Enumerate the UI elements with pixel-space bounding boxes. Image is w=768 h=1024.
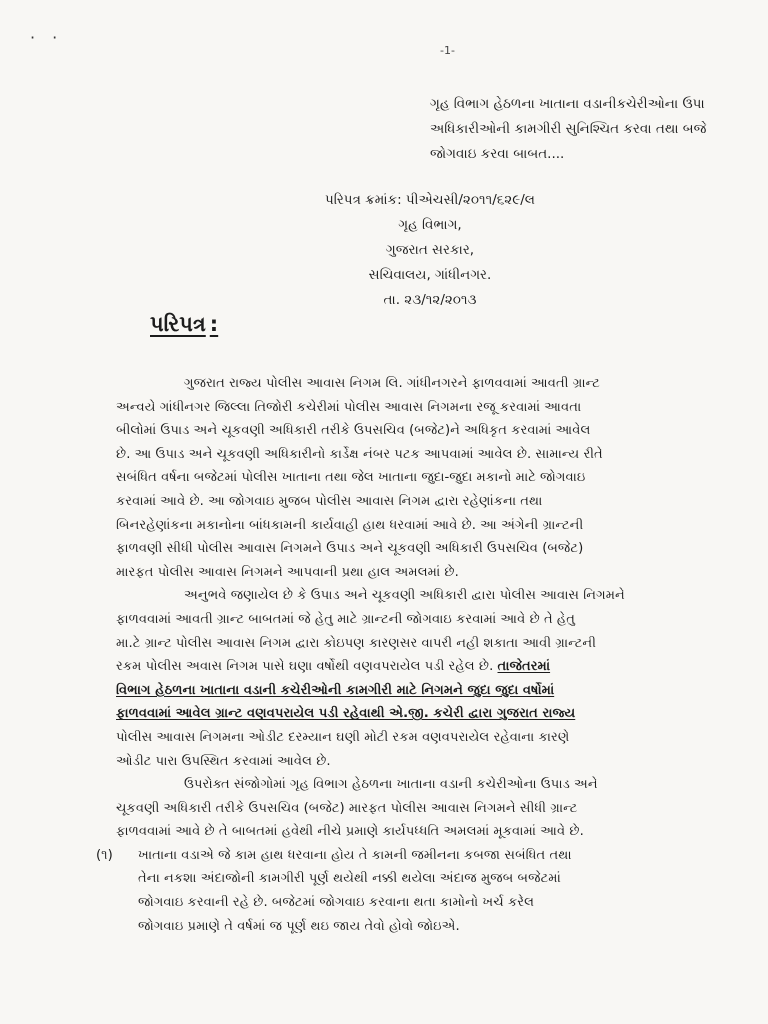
- paragraph-1-line: છે. આ ઉપાડ અને ચૂકવણી અધિકારીનો કાર્ડેક્ષ નંબર પટક આપવામાં આવેલ છે. સામાન્ય રીતે: [116, 446, 603, 462]
- scan-specks: · ·: [30, 28, 64, 47]
- list-item-line: તેના નકશા અંદાજોની કામગીરી પૂર્ણ થયેથી નક્કી થયેલા અંદાજ મુજબ બજેટમાં: [138, 871, 561, 887]
- list-item-number: (૧): [96, 847, 113, 863]
- circular-meta-block: [240, 188, 620, 313]
- paragraph-2-line: ઓડીટ પારા ઉપસ્થિત કરવામાં આવેલ છે.: [116, 753, 331, 769]
- list-item-line: જોગવાઇ પ્રમાણે તે વર્ષમાં જ પૂર્ણ થઇ જાય તેવો હોવો જોઇએ.: [138, 918, 460, 934]
- paragraph-3-line: ચૂકવણી અધિકારી તરીકે ઉપસચિવ (બજેટ) મારફત પોલીસ આવાસ નિગમને સીધી ગ્રાન્ટ: [116, 800, 578, 816]
- underlined-line: ફાળવવામાં આવેલ ગ્રાન્ટ વણવપરાયેલ પડી રહેવાથી એ.જી. કચેરી દ્વારા ગુજરાત રાજ્ય: [116, 706, 576, 722]
- subject-line: અધિકારીઓની કામગીરી સુનિશ્ચિત કરવા તથા બજે: [430, 121, 707, 137]
- list-item-line: જોગવાઇ કરવાની રહે છે. બજેટમાં જોગવાઇ કરવાના થતા કામોનો ખર્ચ કરેલ: [138, 895, 535, 911]
- underlined-line: વિભાગ હેઠળના ખાતાના વડાની કચેરીઓની કામગીરી માટે નિગમને જુદા જુદા વર્ષોમાં: [116, 682, 555, 698]
- paragraph-1-line: બિનરહેણાંકના મકાનોના બાંધકામની કાર્યવાહી હાથ ધરવામાં આવે છે. આ અંગેની ગ્રાન્ટની: [116, 517, 584, 533]
- paragraph-1-line: સબંધિત વર્ષના બજેટમાં પોલીસ ખાતાના તથા જેલ ખાતાના જુદા-જુદા મકાનો માટે જોગવાઇ: [116, 470, 586, 486]
- circular-heading: [150, 312, 218, 337]
- paragraph-2-text: રકમ પોલીસ અવાસ નિગમ પાસે ઘણા વર્ષોથી વણવપરાયેલ પડી રહેલ છે.: [116, 659, 494, 675]
- paragraph-1-line: અન્વયે ગાંધીનગર જિલ્લા તિજોરી કચેરીમાં પોલીસ આવાસ નિગમના રજૂ કરવામાં આવતા: [116, 399, 582, 415]
- underlined-text: તાજેતરમાં: [497, 659, 551, 675]
- office-address: સચિવાલય, ગાંધીનગર.: [368, 267, 492, 283]
- government: ગુજરાત સરકાર,: [385, 242, 475, 258]
- paragraph-2-line: પોલીસ આવાસ નિગમના ઓડીટ દરમ્યાન ઘણી મોટી રકમ વણવપરાયેલ રહેવાના કારણે: [116, 729, 570, 745]
- subject-block: [430, 92, 766, 167]
- paragraph-2-line: ફાળવવામાં આવતી ગ્રાન્ટ બાબતમાં જે હેતુ માટે ગ્રાન્ટની જોગવાઇ કરવામાં આવે છે તે હેતુ: [116, 611, 576, 627]
- paragraph-1-line: મારફત પોલીસ આવાસ નિગમને આપવાની પ્રથા હાલ અમલમાં છે.: [116, 564, 459, 580]
- list-item: [96, 844, 676, 938]
- list-item-line: ખાતાના વડાએ જે કામ હાથ ધરવાના હોય તે કામની જમીનના કબજા સબંધિત તથા: [138, 847, 572, 863]
- circular-date: તા. ૨૩/૧૨/૨૦૧૩: [383, 292, 477, 308]
- circular-number: પરિપત્ર ક્રમાંક: પીએચસી/૨૦૧૧/૬૨૯/લ: [325, 192, 535, 208]
- subject-line: ગૃહ વિભાગ હેઠળના ખાતાના વડાનીકચેરીઓના ઉપા: [430, 96, 705, 112]
- department: ગૃહ વિભાગ,: [398, 217, 462, 233]
- paragraph-2-line: મા.ટે ગ્રાન્ટ પોલીસ આવાસ નિગમ દ્વારા કોઇપણ કારણસર વાપરી નહી શકાતા આવી ગ્રાન્ટની: [116, 635, 597, 651]
- paragraph-2-line: [116, 655, 676, 679]
- page-number: -1-: [440, 44, 455, 57]
- paragraph-1-line: ગુજરાત રાજ્ય પોલીસ આવાસ નિગમ લિ. ગાંધીનગરને ફાળવવામાં આવતી ગ્રાન્ટ: [184, 376, 600, 391]
- paragraph-3-line: ફાળવવામાં આવે છે તે બાબતમાં હવેથી નીચે પ્રમાણે કાર્યપધ્ધતિ અમલમાં મૂકવામાં આવે છે.: [116, 824, 584, 840]
- paragraph-1-line: ફાળવણી સીધી પોલીસ આવાસ નિગમને ઉપાડ અને ચૂકવણી અધિકારી ઉપસચિવ (બજેટ): [116, 541, 584, 557]
- paragraph-2-line: અનુભવે જણાયેલ છે કે ઉપાડ અને ચૂકવણી અધિકારી દ્વારા પોલીસ આવાસ નિગમને: [184, 588, 625, 604]
- paragraph-1-line: કરવામાં આવે છે. આ જોગવાઇ મુજબ પોલીસ આવાસ નિગમ દ્વારા રહેણાંકના તથા: [116, 493, 543, 509]
- paragraph-1-line: બીલોમાં ઉપાડ અને ચૂકવણી અધિકારી તરીકે ઉપસચિવ (બજેટ)ને અધિકૃત કરવામાં આવેલ: [116, 423, 591, 439]
- heading-text: પરિપત્ર: [150, 312, 206, 336]
- paragraph-3-line: ઉપરોક્ત સંજોગોમાં ગૃહ વિભાગ હેઠળના ખાતાના વડાની કચેરીઓના ઉપાડ અને: [184, 777, 598, 793]
- circular-body: [96, 372, 676, 938]
- subject-line: જોગવાઇ કરવા બાબત....: [430, 146, 565, 162]
- list-item-body: [138, 844, 676, 938]
- heading-colon: :: [209, 312, 219, 336]
